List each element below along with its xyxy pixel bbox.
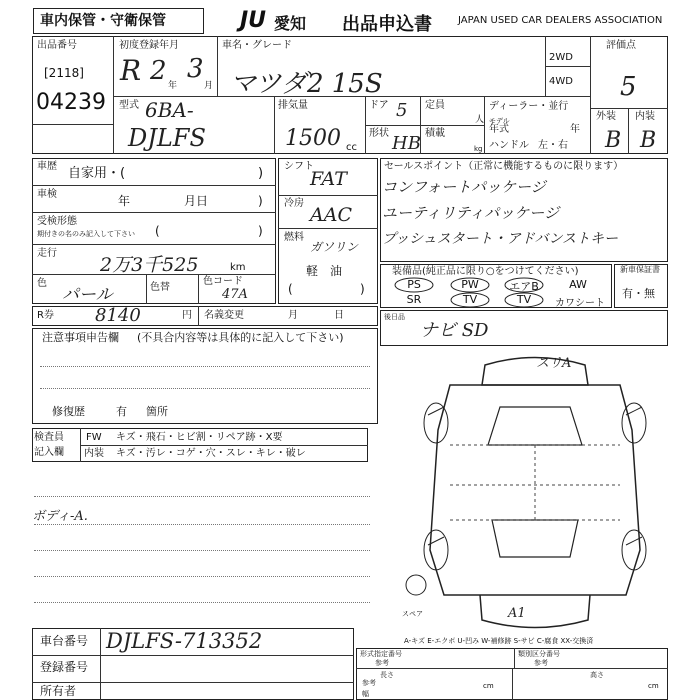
color-value: パール (62, 285, 113, 305)
year-label: 年式 (489, 124, 509, 135)
equip-pw: PW (461, 278, 479, 291)
doors-label: ドア (369, 100, 389, 111)
notice-sub: (不具合内容等は具体的に記入して下さい) (137, 331, 344, 344)
inspector-label-1: 検査員 (34, 432, 64, 443)
grade-value: 5 (620, 72, 637, 102)
ac-value: AAC (310, 204, 352, 226)
drive-2wd: 2WD (549, 52, 573, 63)
load-label: 積載 (425, 128, 445, 139)
width-label: 幅 (362, 690, 369, 698)
history-value: 自家用・( (68, 166, 126, 181)
rear-items-value: ナビ SD (420, 320, 489, 341)
fuel-value: ガソリン (310, 240, 359, 254)
model-value-1: 6BA- (145, 98, 194, 122)
car-name-label: 車名・グレード (222, 40, 292, 51)
exterior-value: B (605, 128, 622, 153)
fuel-paren-open: ( (288, 282, 293, 296)
height-label: 高さ (590, 671, 604, 679)
interior-value: B (640, 128, 657, 153)
equip-tv-2: TV (516, 293, 532, 306)
damage-legend: A-キズ E-エクボ U-凹み W-補修跡 S-サビ C-腐食 XX-交換済 (404, 637, 594, 645)
spec-number-label: 形式指定番号 (360, 650, 402, 658)
equipment-label: 装備品(純正品に限り○をつけてください) (392, 266, 579, 277)
session-number: [2118] (44, 66, 84, 80)
history-label: 車歴 (37, 161, 57, 172)
name-change-day: 日 (334, 310, 344, 321)
grade-label: 評価点 (606, 40, 636, 51)
equip-sr: SR (406, 293, 422, 306)
model-value-2: DJLFS (128, 124, 206, 152)
selling-points-label: セールスポイント（正常に機能するものに限ります） (384, 161, 624, 172)
displacement-label: 排気量 (278, 100, 308, 111)
rear-items-label: 後日品 (384, 313, 405, 321)
length-ref: 参考 (362, 679, 376, 687)
form-title: 出品申込書 (342, 14, 432, 35)
spare-label: スペア (402, 610, 423, 618)
capacity-unit: 人 (475, 115, 485, 125)
exterior-label: 外装 (596, 111, 616, 122)
model-label: 型式 (119, 100, 139, 111)
spec-ref-2: 参考 (534, 659, 548, 667)
owner-label: 所有者 (40, 684, 77, 698)
handle-label: ハンドル (489, 140, 529, 151)
load-unit: kg (474, 145, 483, 153)
car-name-value: マツダ2 15S (230, 69, 383, 99)
displacement-unit: cc (346, 142, 357, 153)
warranty-value: 有・無 (622, 287, 655, 300)
fuel-paren-close: ) (360, 282, 365, 296)
interior-notes-label: 内装 (84, 448, 104, 459)
equip-tv-1: TV (462, 293, 478, 306)
ju-logo: JU (240, 8, 267, 33)
inspection-month: 月日 (184, 194, 209, 208)
r-coupon-unit: 円 (182, 310, 192, 321)
repair-label: 修復歴 (52, 405, 85, 418)
diagram-top-mark: スリA (536, 356, 572, 371)
selling-point-1: コンフォートパッケージ (382, 178, 546, 196)
class-number-label: 類別区分番号 (518, 650, 560, 658)
length-label: 長さ (380, 671, 394, 679)
transfer-paren-open: ( (155, 224, 160, 238)
reg-no-label: 登録番号 (40, 660, 89, 674)
shape-value: HB (392, 133, 421, 154)
selling-point-3: プッシュスタート・アドバンストキー (382, 231, 619, 247)
fw-text: キズ・飛石・ヒビ割・リペア跡・X要 (116, 432, 283, 443)
shift-value: FAT (310, 168, 347, 190)
inspector-label-2: 記入欄 (34, 447, 64, 458)
equip-airbag: エアB (509, 280, 539, 293)
history-close: ) (258, 166, 264, 181)
chassis-value: DJLFS-713352 (106, 629, 263, 653)
model-year-label: モデル (489, 117, 510, 125)
lot-number: 04239 (36, 90, 106, 115)
inspection-close: ) (258, 194, 263, 208)
registration-label: 初度登録年月 (119, 40, 179, 51)
year-unit: 年 (570, 124, 580, 135)
registration-year: 2 (150, 56, 167, 86)
color-code-value: 47A (222, 287, 248, 302)
registration-era: R (120, 54, 142, 87)
r-coupon-value: 8140 (95, 305, 141, 326)
car-diagram (400, 345, 670, 640)
drive-4wd: 4WD (549, 76, 573, 87)
warranty-label: 新車保証書 (620, 265, 660, 274)
equipment-circles (388, 275, 603, 309)
chassis-label: 車台番号 (40, 634, 89, 648)
fw-label: FW (86, 432, 102, 443)
interior-notes-text: キズ・汚レ・コゲ・穴・スレ・キレ・破レ (116, 448, 306, 459)
name-change-month: 月 (288, 310, 298, 321)
equip-leather-seat: カワシート (555, 298, 605, 309)
ac-label: 冷房 (284, 198, 304, 209)
storage-label: 車内保管・守衛保管 (40, 13, 166, 29)
name-change-label: 名義変更 (204, 310, 244, 321)
shift-label: シフト (284, 161, 314, 172)
inspection-label: 車検 (37, 189, 57, 200)
mileage-label: 走行 (37, 248, 57, 259)
shape-label: 形状 (369, 128, 389, 139)
repair-value: 有 (116, 405, 127, 418)
handle-value: 左・右 (538, 140, 568, 151)
capacity-label: 定員 (425, 100, 445, 111)
handwritten-note: ボディ-A. (32, 509, 88, 524)
transfer-paren-close: ) (258, 224, 263, 238)
notice-label: 注意事項申告欄 (42, 331, 119, 344)
color-change-label: 色替 (150, 282, 170, 293)
length-unit: cm (483, 682, 494, 690)
spec-ref-1: 参考 (375, 659, 389, 667)
repair-part: 箇所 (146, 405, 168, 418)
fuel-alt: 軽 油 (306, 264, 343, 278)
transfer-label: 受検形態 (37, 216, 77, 227)
r-coupon-label: R券 (37, 310, 54, 321)
equip-ps: PS (407, 278, 421, 291)
registration-month-unit: 月 (204, 81, 214, 91)
fuel-label: 燃料 (284, 232, 304, 243)
displacement-value: 1500 (285, 126, 341, 151)
color-label: 色 (37, 278, 47, 289)
selling-point-2: ユーティリティパッケージ (382, 204, 560, 222)
transfer-note: 期付きの名のみ記入して下さい (37, 230, 135, 238)
inspection-year: 年 (118, 194, 131, 208)
color-code-label: 色コード (203, 276, 243, 287)
height-unit: cm (648, 682, 659, 690)
registration-year-unit: 年 (168, 81, 178, 91)
interior-label: 内装 (635, 111, 655, 122)
dealer-label: ディーラー・並行 (489, 101, 569, 112)
equip-aw: AW (569, 278, 587, 291)
doors-value: 5 (396, 100, 408, 121)
diagram-bottom-mark: A1 (508, 606, 526, 621)
mileage-value: 2万3千525 (100, 254, 199, 276)
mileage-unit: km (230, 262, 246, 273)
org-name: 愛知 (274, 14, 307, 33)
association-name: JAPAN USED CAR DEALERS ASSOCIATION (458, 15, 663, 26)
lot-label: 出品番号 (37, 40, 77, 51)
registration-month: 3 (187, 54, 204, 84)
